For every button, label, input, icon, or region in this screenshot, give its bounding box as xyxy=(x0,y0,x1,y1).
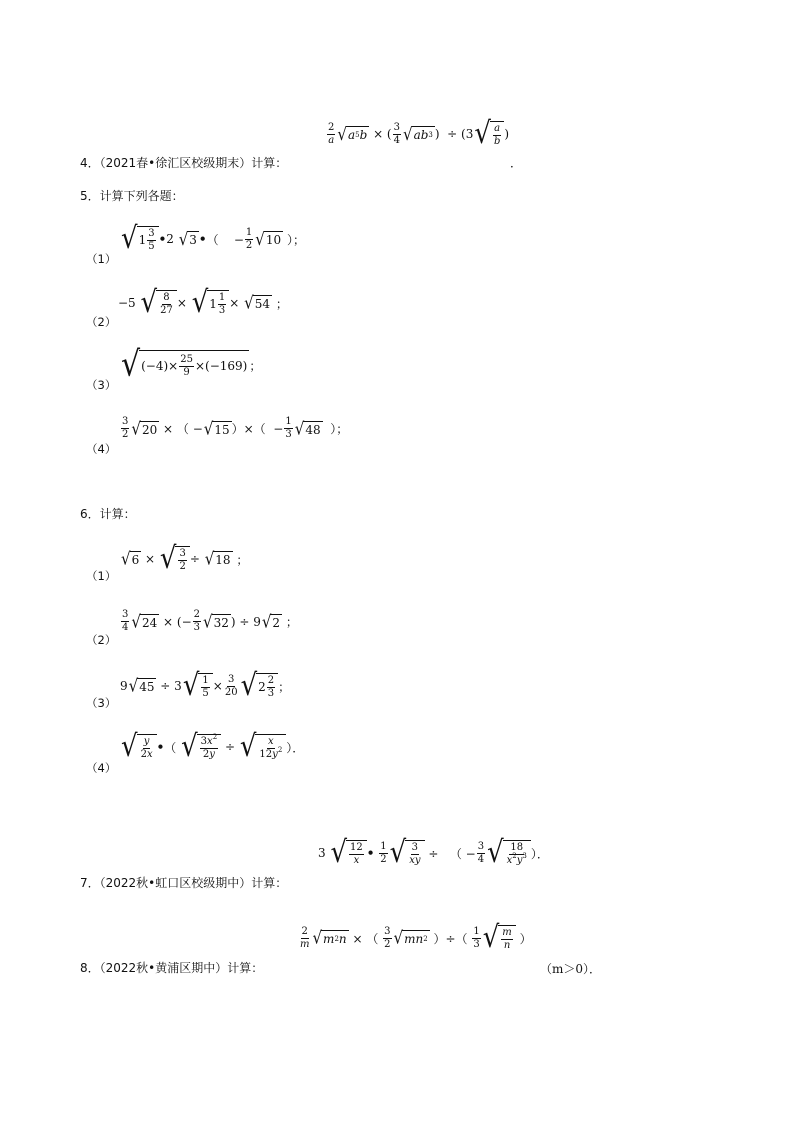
question-7 xyxy=(80,876,287,890)
condition-text: （m＞0） xyxy=(540,962,590,976)
q7-expression: 3 √ $\frac{12}{x}$ • $\frac{1}{2}$ √ $\frac{3}{xy}$ ÷ （ − $\frac{3}{4}$ √ $\frac{18}{x^2y^3}$ ）． xyxy=(318,835,549,871)
q6-part-4-label: （4） xyxy=(86,761,117,775)
q5-part-3-expression: √ (−4)× $\frac{25}{9}$ ×(−169) ； xyxy=(121,344,262,385)
q5-part-2-label: （2） xyxy=(86,315,117,329)
q6-part-1-expression: √ 6 × √ $\frac{3}{2}$ ÷ √ 18 ； xyxy=(121,541,249,577)
question-number: 8． xyxy=(80,961,100,975)
q6-part-3-expression: 9 √ 45 ÷ 3 √ $\frac{1}{5}$ × $\frac{3}{20}$ √ 2 $\frac{2}{3}$ ； xyxy=(120,668,291,704)
q5-part-1-expression: √ 1 $\frac{3}{5}$ • 2 √ 3 • （ − $\frac{1}{2}$ √ 10 ）； xyxy=(121,221,305,257)
q8-end: ． xyxy=(589,962,602,976)
q8-expression: $\frac{2}{m}$ √ m 2 n × （ $\frac{3}{2}$ √ mn 2 ）÷（ $\frac{1}{3}$ √ $\frac{m}{n}$ ） xyxy=(300,920,532,956)
q6-part-2-label: （2） xyxy=(86,633,117,647)
q5-part-3-label: （3） xyxy=(86,378,117,392)
question-number: 4． xyxy=(80,156,100,170)
q4-end: ． xyxy=(510,156,523,170)
question-source: （2022秋•虹口区校级期中）计算： xyxy=(99,876,288,890)
question-source: （2022秋•黄浦区期中）计算： xyxy=(99,961,264,975)
q5-part-1-label: （1） xyxy=(86,252,117,266)
question-5-title: 5．计算下列各题： xyxy=(80,189,184,203)
q5-part-4-label: （4） xyxy=(86,442,117,456)
question-8 xyxy=(80,961,263,975)
q5-part-4-expression: $\frac{3}{2}$ √ 20 × （ − √ 15 ）×（ − $\frac{1}{3}$ √ 48 ）； xyxy=(122,416,349,440)
q4-expression: $\frac{2}{a}$ √ a 5 b × ( $\frac{3}{4}$ √ ab 3 ) ÷ (3 √ $\frac{a}{b}$ ) xyxy=(328,116,510,152)
question-source: （2021春•徐汇区校级期末）计算： xyxy=(99,156,288,170)
q6-part-4-expression: √ $\frac{y}{2x}$ • （ √ $\frac{3x^2}{2y}$ ÷ √ $\frac{x}{12y^2}$ ）． xyxy=(121,729,305,765)
q6-part-2-expression: $\frac{3}{4}$ √ 24 × (− $\frac{2}{3}$ √ 32 ) ÷ 9 √ 2 ； xyxy=(122,609,298,633)
q6-part-1-label: （1） xyxy=(86,569,117,583)
question-6-title: 6．计算： xyxy=(80,507,136,521)
question-4 xyxy=(80,156,287,170)
q6-part-3-label: （3） xyxy=(86,696,117,710)
question-number: 7． xyxy=(80,876,100,890)
q8-condition xyxy=(540,960,601,977)
q5-part-2-expression: −5 √ $\frac{8}{27}$ × √ 1 $\frac{1}{3}$ × √ 54 ； xyxy=(118,285,288,321)
